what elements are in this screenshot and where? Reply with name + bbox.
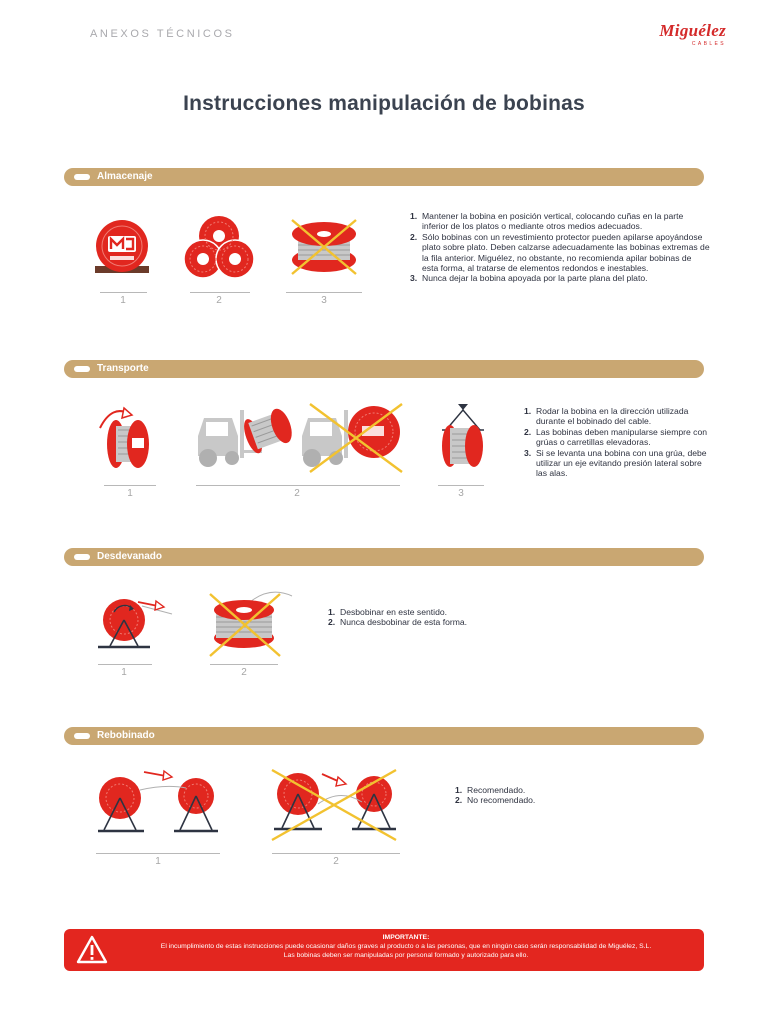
section-bar-desdevanado (64, 548, 704, 566)
figure-number: 1 (121, 667, 127, 678)
item-number: 2. (328, 617, 336, 628)
figure-number: 1 (127, 488, 133, 499)
figure-storage-flat-reel-wrong (286, 218, 362, 276)
list-item (328, 607, 548, 617)
notice-line-2: Las bobinas deben ser manipuladas por personal formado y autorizado para ello. (283, 952, 529, 959)
notice-text (116, 933, 696, 960)
figure-number: 2 (294, 488, 300, 499)
figure-storage-upright-reel (92, 218, 152, 278)
page-title: Instrucciones manipulación de bobinas (183, 92, 585, 115)
item-text: Sólo bobinas con un revestimiento protector pueden apilarse apoyándose plato sobre plato. Deben calzarse adecuadamente las bobinas extremas de la fila anterior. Miguélez, no obstante, no recomienda apilar bobinas de esta forma, al tratarse de elementos redondos e inestables. (422, 231, 710, 274)
section-bar-almacenaje (64, 168, 704, 186)
figure-unwind-wrong (204, 586, 296, 658)
figure-storage-stacked-reels (184, 214, 254, 280)
figure-rewind-recommended (96, 764, 222, 836)
item-text: No recomendado. (467, 795, 536, 806)
figure-underline (96, 853, 220, 854)
item-text: Si se levanta una bobina con una grúa, debe utilizar un eje evitando presión lateral sobre las alas. (536, 447, 707, 479)
notice-line-1: El incumplimiento de estas instrucciones puede ocasionar daños graves al producto o a las personas, que en ningún caso serán responsabilidad de Miguélez, S.L. (160, 943, 652, 950)
section-label-rebobinado: Rebobinado (97, 730, 155, 741)
item-number: 3. (410, 273, 418, 284)
figure-underline (100, 292, 147, 293)
list-item (455, 795, 655, 805)
bar-pill (74, 554, 90, 560)
item-number: 1. (328, 607, 336, 617)
figure-transport-roll-reel (94, 402, 164, 472)
list-item (410, 232, 710, 274)
instructions-desdevanado (328, 607, 548, 628)
item-text: Rodar la bobina en la dirección utilizada durante el bobinado del cable. (536, 406, 689, 427)
item-number: 2. (455, 795, 463, 806)
item-text: Nunca desbobinar de esta forma. (340, 617, 468, 628)
warning-icon (76, 934, 108, 971)
figure-underline (438, 485, 484, 486)
bar-pill (74, 366, 90, 372)
important-notice (64, 929, 704, 971)
item-text: Desbobinar en este sentido. (340, 607, 448, 617)
instructions-almacenaje (410, 211, 710, 284)
figure-underline (272, 853, 400, 854)
figure-number: 3 (458, 488, 464, 499)
figure-transport-crane-lift (436, 402, 490, 470)
figure-underline (104, 485, 156, 486)
item-text: Las bobinas deben manipularse siempre con grúas o carretillas elevadoras. (536, 426, 708, 448)
logo-subtitle: CABLES (691, 41, 726, 47)
figure-underline (190, 292, 250, 293)
bar-pill (74, 174, 90, 180)
item-text: Recomendado. (467, 785, 526, 795)
item-number: 3. (524, 447, 532, 458)
section-label-transporte: Transporte (97, 363, 149, 374)
section-label-desdevanado: Desdevanado (97, 551, 163, 562)
notice-heading: IMPORTANTE: (382, 934, 430, 941)
item-number: 1. (455, 785, 463, 795)
figure-transport-forklift-ok (196, 400, 296, 470)
figure-number: 2 (216, 295, 222, 306)
section-label-almacenaje: Almacenaje (97, 171, 153, 182)
list-item (410, 273, 710, 283)
section-header: ANEXOS TÉCNICOS (90, 28, 235, 40)
logo-word: Miguélez (659, 21, 726, 40)
list-item (524, 448, 712, 479)
figure-underline (210, 664, 278, 665)
list-item (524, 406, 712, 427)
item-number: 2. (410, 231, 418, 242)
figure-transport-forklift-wrong (300, 400, 406, 474)
figure-unwind-correct (96, 592, 176, 654)
figure-number: 1 (155, 856, 161, 867)
item-text: Mantener la bobina en posición vertical, colocando cuñas en la parte inferior de los platos o mediante otros medios adecuados. (422, 211, 684, 232)
list-item (328, 617, 548, 627)
item-number: 1. (410, 211, 418, 221)
instructions-rebobinado (455, 785, 655, 806)
figure-number: 3 (321, 295, 327, 306)
brand-logo (628, 22, 726, 47)
figure-number: 1 (120, 295, 126, 306)
figure-underline (196, 485, 400, 486)
list-item (524, 427, 712, 448)
figure-underline (286, 292, 362, 293)
instructions-transporte (524, 406, 712, 479)
list-item (410, 211, 710, 232)
figure-number: 2 (333, 856, 339, 867)
item-number: 1. (524, 406, 532, 416)
section-bar-transporte (64, 360, 704, 378)
figure-rewind-not-recommended (268, 764, 402, 844)
item-number: 2. (524, 426, 532, 437)
list-item (455, 785, 655, 795)
bar-pill (74, 733, 90, 739)
item-text: Nunca dejar la bobina apoyada por la parte plana del plato. (422, 273, 648, 284)
figure-underline (98, 664, 152, 665)
figure-number: 2 (241, 667, 247, 678)
section-bar-rebobinado (64, 727, 704, 745)
